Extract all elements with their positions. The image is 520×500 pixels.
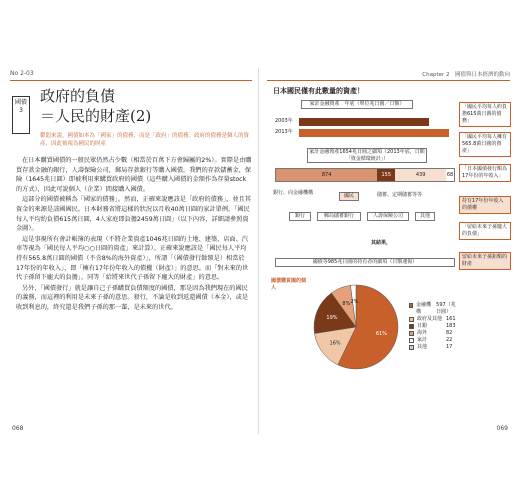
side-note-4: 持有17年份年收入的債權	[459, 196, 511, 214]
legend-value: 22	[446, 337, 453, 343]
header-rule-right	[267, 80, 510, 81]
legend-swatch	[409, 303, 413, 308]
segment-other: 68	[446, 169, 454, 181]
paragraph: 這是事視所有會計帳簿的表現（不將企業資產1046兆日圓的土地、建築、店面、汽車等視為「國民每人平均○○日圓的資產」來計算）。正確來說應該是「國民每人平均持有565.8萬日圓的國債（不含8%的海外資產）」，所謂「（國債發行餘額是）相當於17年份的年收入」，即「擁有17年份年收入的債權（財產）」的意思。而「對未來的世代子孫留下龐大的負擔」，同等「給將來世代子孫留下龐大的財產」的意思。	[16, 235, 249, 282]
legend-name: 日銀	[417, 323, 428, 329]
year-2003: 2003年	[275, 118, 293, 124]
body-text	[16, 156, 252, 314]
bar-2003	[299, 118, 429, 126]
legend-value: 597（兆日圓）	[436, 302, 456, 315]
legend-swatch	[409, 331, 414, 336]
result-label: 其結果，	[371, 240, 392, 246]
flow-label: 銀行、向金融機構	[273, 190, 314, 196]
title-line-1: 政府的負債	[40, 87, 116, 105]
left-page	[4, 68, 259, 434]
legend-name: 家計	[417, 337, 428, 343]
left-header: No 2-03	[10, 70, 34, 77]
header-rule	[10, 80, 252, 81]
legend-item	[409, 344, 459, 351]
institution-other: 其他	[415, 212, 435, 221]
pie-label-1: 16%	[329, 340, 341, 347]
paragraph: 在日本購買國債的一般民眾仍然占少數（相當於百萬下方會歸屬的2%）。實際是由購買存款金融的銀行，人壽保險公司，郵局存款銀行等購入國債，我們的存款儲蓄金，保險（1645兆日圓）即被利用來購買政府的國債（這些購入國債的金額作為存量stock的方式），因此可說個人（企業）間接購入國債。	[16, 157, 252, 193]
legend-item	[409, 330, 459, 337]
pie-label-4: 2%	[350, 299, 359, 306]
title-line-2: ＝人民的財產(2)	[40, 107, 152, 125]
legend-swatch	[409, 345, 414, 350]
breakdown-bar	[275, 168, 455, 182]
pie-legend	[409, 302, 459, 351]
book-spread	[4, 68, 516, 434]
paragraph: 這部分的國債被稱為「國家的債務」。然而，正確來說應該是「政府的債務」，並且其資金的來源是該國國民。日本財務省將這樣的狀況以月收40萬日圓的家計單例，「國民每人平均約負債615萬日圓，4人家庭即負擔2459萬日圓」（以下內容，詳細請參照資金圖）。	[16, 196, 251, 233]
side-note-6: 留給未來子孫鉅額的財產	[459, 252, 511, 270]
legend-swatch	[409, 324, 414, 329]
flow-caption: 儲蓄、定期儲蓄等等	[377, 192, 423, 198]
right-page	[261, 68, 516, 434]
legend-item	[409, 302, 459, 316]
pie-label-0: 61%	[375, 330, 387, 337]
page-number-right: 069	[496, 425, 508, 432]
side-note-5: 「留給未來子孫龐大的負債」	[459, 222, 511, 240]
legend-value: 82	[446, 330, 453, 336]
section-tab: 國債 3	[12, 96, 30, 134]
legend-name: 政府及其他	[417, 316, 443, 322]
side-note-1: 「國民平均每人約負擔615萬日圓的債務」	[459, 102, 511, 127]
segment-deposits: 874	[276, 169, 377, 181]
nation-box: 國民	[339, 192, 359, 201]
segment-stocks: 155	[377, 169, 395, 181]
pie-caption: 國債等985兆日圓的持有者的細項（日額速報）	[275, 258, 455, 267]
side-note-2: 「國民平均每人擁有565.8萬日圓的資產」	[459, 132, 511, 157]
page-title	[40, 86, 151, 126]
bar-2013	[299, 129, 449, 137]
legend-swatch	[409, 338, 414, 343]
year-2013: 2013年	[275, 129, 293, 135]
institution-bank: 銀行	[289, 212, 311, 221]
holder-label: 國債購買國的個人	[271, 278, 307, 291]
institution-post: 郵局儲蓄銀行	[317, 212, 361, 221]
legend-item	[409, 323, 459, 330]
legend-item	[409, 316, 459, 323]
page-subtitle: 鬱悶來說，國債如本為「國家」的債務，而是「政府」的債務。政府的債務是個人的資產，因此被視為國民的財產	[40, 133, 250, 147]
chapter-label: Chapter 2 國債與日本經濟的動向	[422, 72, 510, 78]
side-note-3: 「日本國債發行額為17年份的年收入」	[459, 164, 511, 182]
legend-name: 其他	[417, 344, 428, 350]
pie-label-2: 19%	[326, 314, 338, 321]
household-label: 家計金融資產1654兆日圓之細項（2013年底，日額「資金循環統計」）	[307, 148, 427, 163]
figure-title: 日本國民僅有此數量的資產！	[273, 87, 364, 95]
paragraph: 另外，「國債發行」就是讓自己子孫購買負債額度的國債，那是因為我們現在的國民的義務，而這裡的利用是未來子孫的意思。發行，不論是收到返還國債（本金），或是收到利息的，終究還是我們子孫的那一輩，是未來的世代。	[16, 284, 249, 311]
legend-name: 金融機構	[415, 302, 431, 315]
right-header	[267, 70, 510, 80]
segment-insurance: 439	[395, 169, 446, 181]
legend-swatch	[409, 317, 414, 322]
legend-value: 17	[446, 344, 453, 350]
pie-label-3: 8%	[342, 300, 351, 307]
assets-label: 家計金融資產 年底（單位兆日圓／日額）	[301, 100, 413, 109]
legend-value: 161	[446, 316, 456, 322]
legend-name: 海外	[417, 330, 428, 336]
institution-insurance: 人壽保險公司	[367, 212, 409, 221]
page-number-left: 068	[12, 425, 24, 432]
legend-value: 183	[446, 323, 456, 329]
pie-chart	[311, 282, 401, 372]
legend-item	[409, 337, 459, 344]
